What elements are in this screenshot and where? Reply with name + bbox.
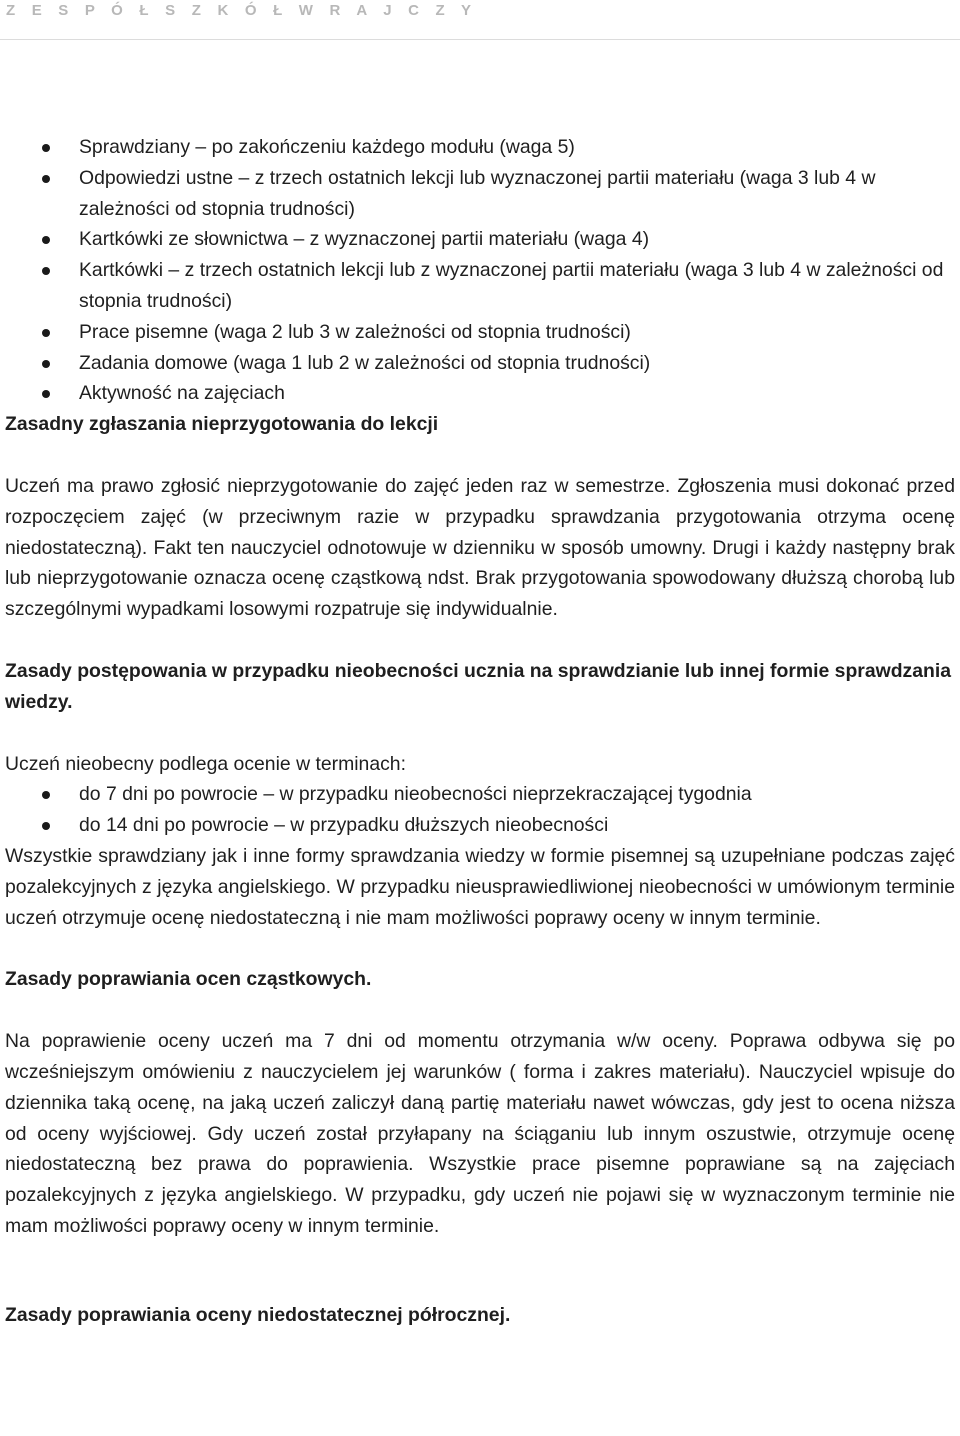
spacer [5,1242,955,1300]
assessment-list [5,132,955,409]
document-body [5,132,955,1331]
spacer [5,995,955,1026]
list-item [5,132,955,163]
bullet-icon [42,390,50,398]
bullet-icon [42,822,50,830]
list-item-text: Prace pisemne (waga 2 lub 3 w zależności od stopnia trudności) [79,320,631,343]
bullet-icon [42,144,50,152]
paragraph-partial-grades: Na poprawienie oceny uczeń ma 7 dni od momentu otrzymania w/w oceny. Poprawa odbywa się po wcześniejszym omówieniu z nauczycielem jej warunków ( forma i zakres materiału). Nauczyciel wpisuje do dziennika taką ocenę, na jaką uczeń zaliczył daną partię materiału nawet wówczas, gdy jest to ocena niższa od oceny wyjściowej. Gdy uczeń został przyłapany na ściąganiu lub innym oszustwie, otrzymuje ocenę niedostateczną bez prawa do poprawienia. Wszystkie prace pisemne poprawiane są na zajęciach pozalekcyjnych z języka angielskiego. W przypadku, gdy uczeń nie pojawi się w wyznaczonym terminie nie mam możliwości poprawy oceny w innym terminie. [5,1030,955,1237]
bullet-icon [42,236,50,244]
list-item-text: Kartkówki – z trzech ostatnich lekcji lub z wyznaczonej partii materiału (waga 3 lub 4 w zależności od stopnia trudności) [79,259,944,312]
list-item-text: do 7 dni po powrocie – w przypadku nieobecności nieprzekraczającej tygodnia [79,783,752,806]
header-divider [0,39,960,40]
paragraph-unprepared: Uczeń ma prawo zgłosić nieprzygotowanie do zajęć jeden raz w semestrze. Zgłoszenia musi dokonać przed rozpoczęciem zajęć (w przeciwnym razie w przypadku sprawdzania przygotowania otrzyma ocenę niedostateczną). Fakt ten nauczyciel odnotowuje w dzienniku w sposób umowny. Drugi i każdy następny brak lub nieprzygotowanie oznacza ocenę cząstkową ndst. Brak przygotowania spowodowany dłuższą chorobą lub szczególnymi wypadkami losowymi rozpatruje się indywidualnie. [5,474,955,621]
list-item [5,317,955,348]
section-heading-semester-fail: Zasady poprawiania oceny niedostatecznej półrocznej. [5,1303,511,1326]
spacer [5,440,955,471]
section-heading-unprepared: Zasadny zgłaszania nieprzygotowania do lekcji [5,413,439,436]
list-item [5,779,955,810]
school-header: Z E S P Ó Ł S Z K Ó Ł W R A J C Z Y [6,2,478,19]
absence-terms-list [5,779,955,841]
list-item [5,348,955,379]
list-item [5,810,955,841]
spacer [5,718,955,749]
list-item-text: Sprawdziany – po zakończeniu każdego modułu (waga 5) [79,136,575,158]
paragraph-absence: Wszystkie sprawdziany jak i inne formy sprawdzania wiedzy w formie pisemnej są uzupełniane podczas zajęć pozalekcyjnych z języka angielskiego. W przypadku nieusprawiedliwionej nieobecności w umówionym terminie uczeń otrzymuje ocenę niedostateczną i nie mam możliwości poprawy oceny w innym terminie. [5,844,955,929]
section-heading-partial-grades: Zasady poprawiania ocen cząstkowych. [5,968,372,991]
list-item [5,378,955,409]
list-item-text: Aktywność na zajęciach [79,382,285,405]
list-item-text: do 14 dni po powrocie – w przypadku dłuższych nieobecności [79,814,609,837]
bullet-icon [42,175,50,183]
paragraph-absence-intro: Uczeń nieobecny podlega ocenie w terminach: [5,752,406,775]
list-item [5,255,955,317]
list-item-text: Kartkówki ze słownictwa – z wyznaczonej partii materiału (waga 4) [79,228,650,251]
list-item [5,224,955,255]
list-item [5,163,955,225]
list-item-text: Zadania domowe (waga 1 lub 2 w zależności od stopnia trudności) [79,351,651,374]
bullet-icon [42,267,50,275]
bullet-icon [42,791,50,799]
bullet-icon [42,360,50,368]
section-heading-absence: Zasady postępowania w przypadku nieobecności ucznia na sprawdzianie lub innej formie sprawdzania wiedzy. [5,659,952,713]
list-item-text: Odpowiedzi ustne – z trzech ostatnich lekcji lub wyznaczonej partii materiału (waga 3 lub 4 w zależności od stopnia trudności) [79,166,876,220]
spacer [5,933,955,964]
bullet-icon [42,329,50,337]
spacer [5,625,955,656]
